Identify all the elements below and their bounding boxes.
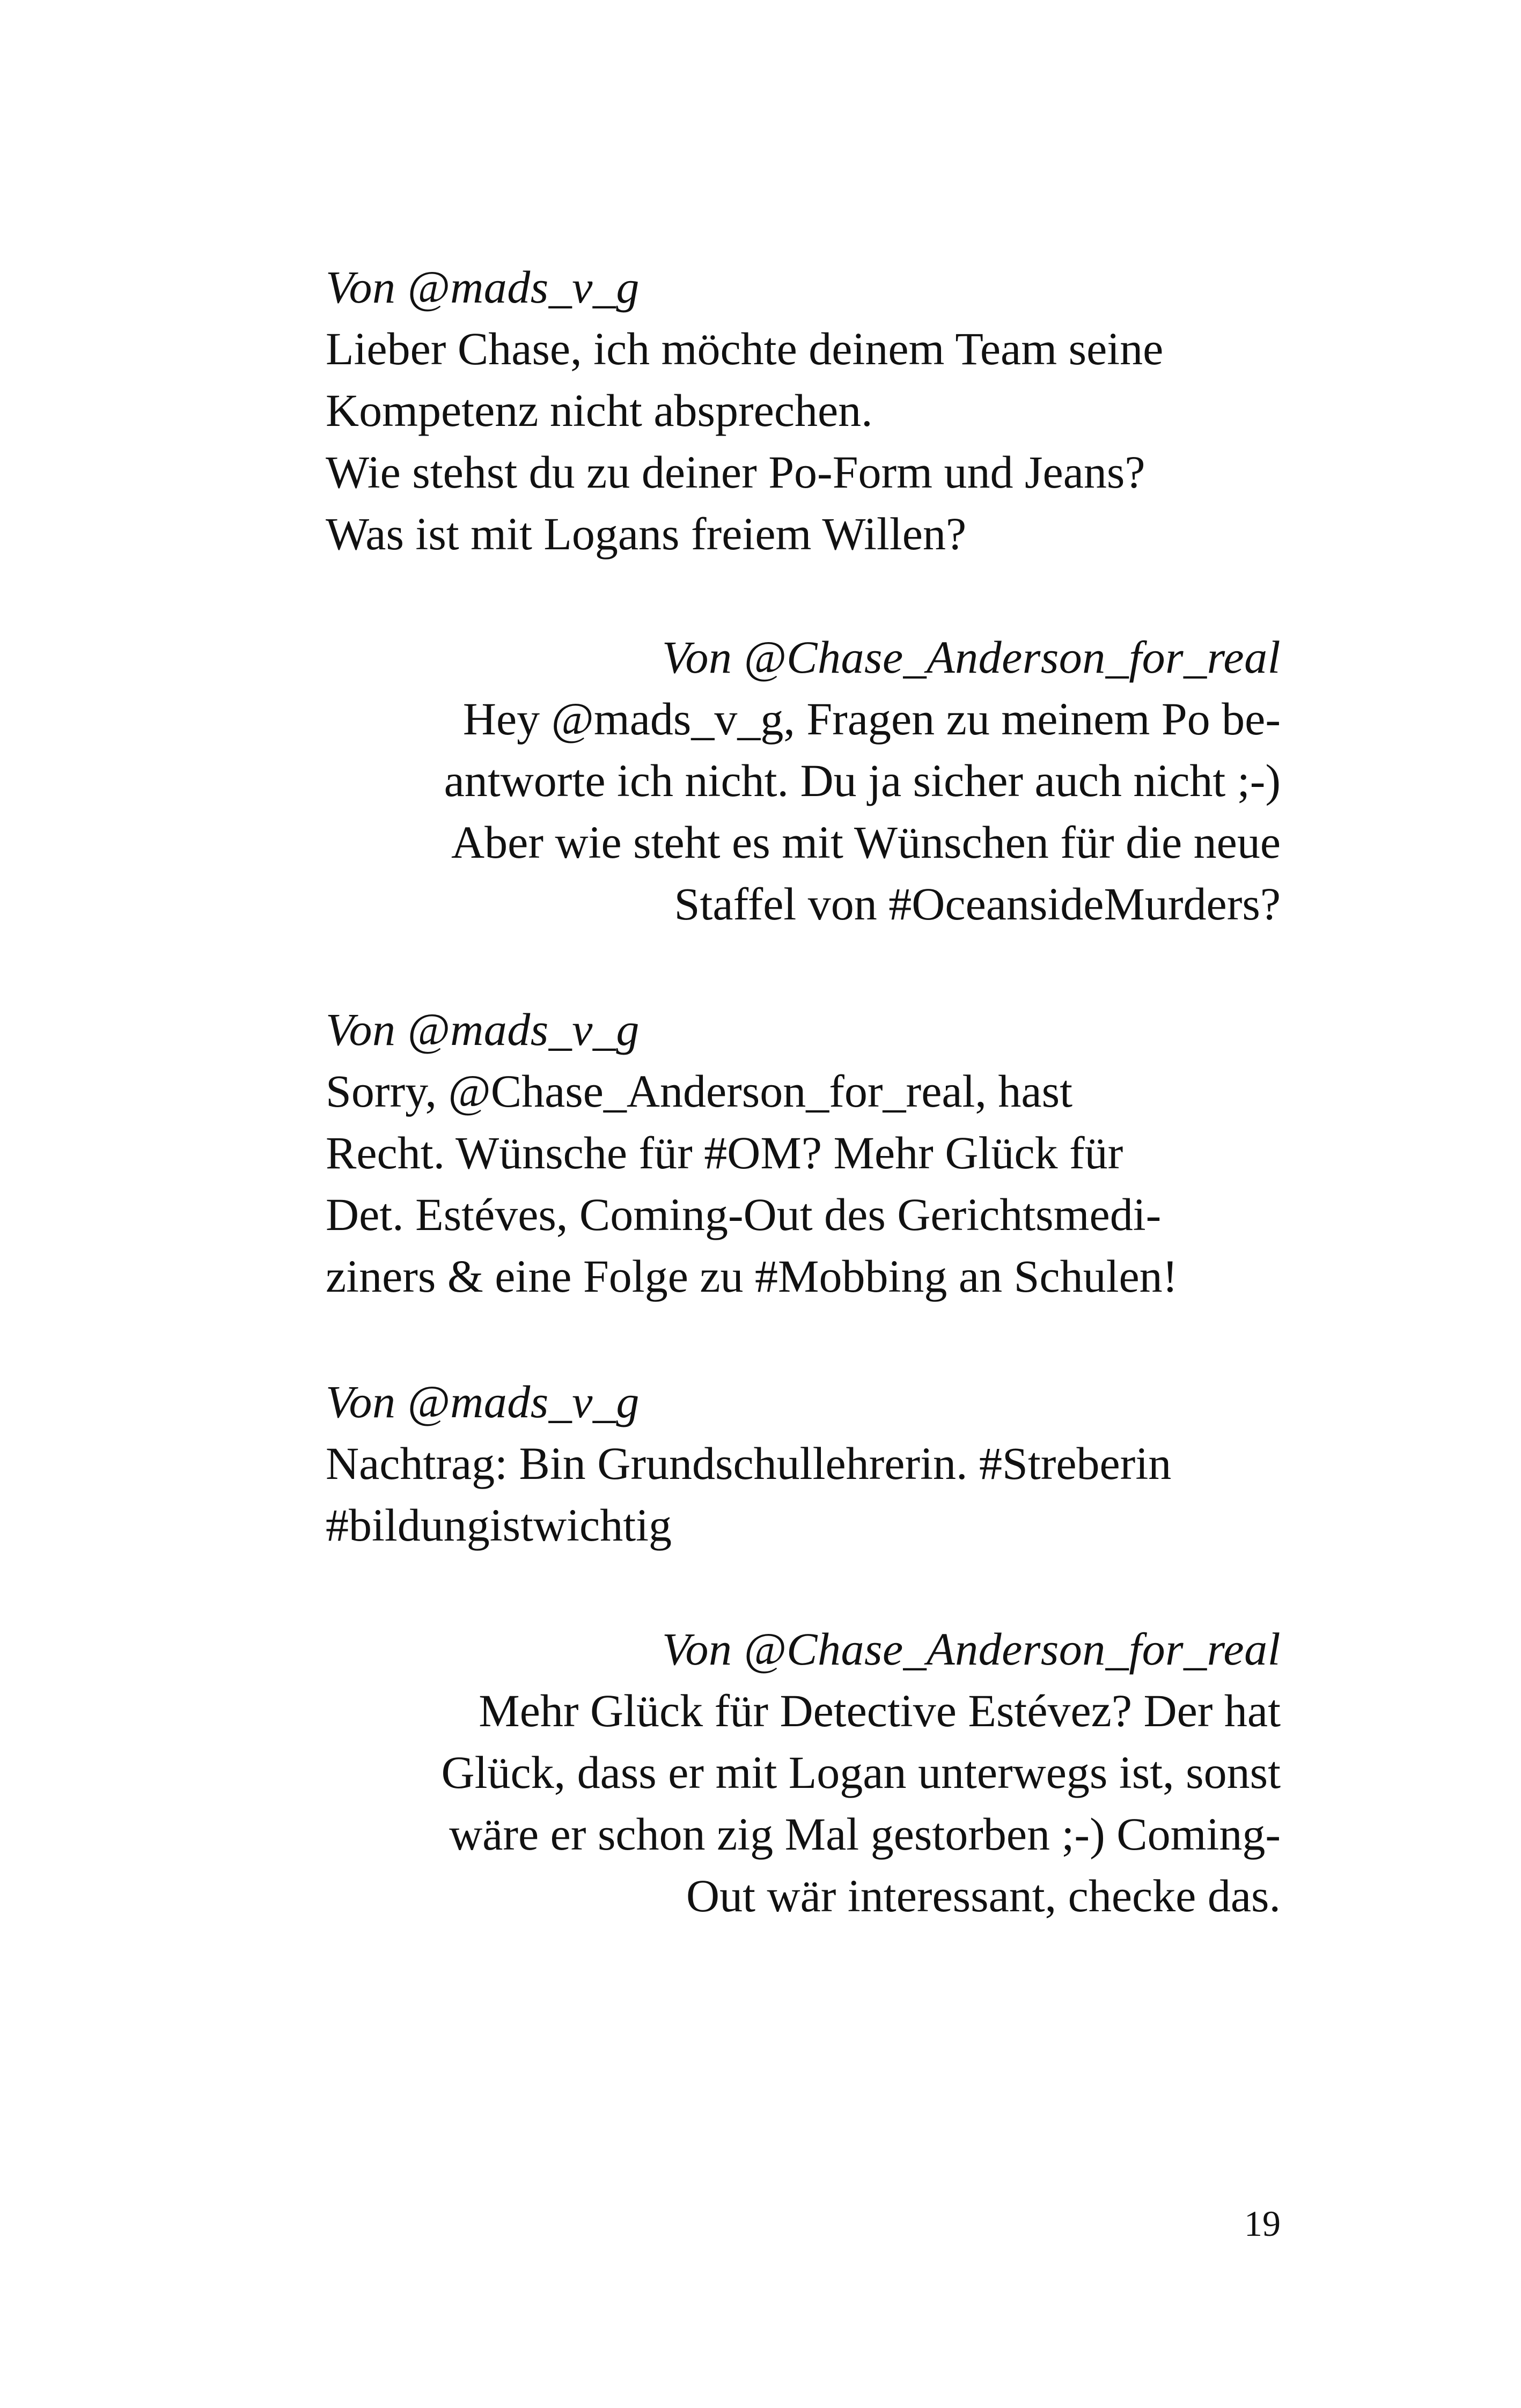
message-line: Out wär interessant, checke das. bbox=[686, 1870, 1281, 1921]
message-4 bbox=[326, 1371, 1281, 1556]
message-line: Kompetenz nicht absprechen. bbox=[326, 385, 873, 436]
message-line: Was ist mit Logans freiem Willen? bbox=[326, 508, 967, 559]
message-line: ziners & eine Folge zu #Mobbing an Schulen! bbox=[326, 1250, 1178, 1302]
page-number: 19 bbox=[1244, 2203, 1281, 2244]
message-line: Staffel von #OceansideMurders? bbox=[674, 878, 1281, 930]
message-author: Von @Chase_Anderson_for_real bbox=[662, 631, 1281, 683]
message-author: Von @mads_v_g bbox=[326, 1004, 640, 1055]
message-line: Glück, dass er mit Logan unterwegs ist, sonst bbox=[441, 1747, 1281, 1798]
message-line: Wie stehst du zu deiner Po-Form und Jeans? bbox=[326, 446, 1145, 498]
message-line: Recht. Wünsche für #OM? Mehr Glück für bbox=[326, 1127, 1123, 1179]
message-line: antworte ich nicht. Du ja sicher auch nicht ;-) bbox=[444, 755, 1281, 806]
message-line: #bildungistwichtig bbox=[326, 1499, 672, 1551]
message-5 bbox=[326, 1618, 1281, 1927]
message-line: Sorry, @Chase_Anderson_for_real, hast bbox=[326, 1065, 1072, 1117]
message-line: Nachtrag: Bin Grundschullehrerin. #Streberin bbox=[326, 1438, 1172, 1489]
message-author: Von @Chase_Anderson_for_real bbox=[662, 1623, 1281, 1675]
message-author: Von @mads_v_g bbox=[326, 261, 640, 313]
message-2 bbox=[326, 627, 1281, 935]
message-line: Det. Estéves, Coming-Out des Gerichtsmedi- bbox=[326, 1189, 1162, 1240]
message-line: Aber wie steht es mit Wünschen für die neue bbox=[451, 816, 1281, 868]
message-author: Von @mads_v_g bbox=[326, 1376, 640, 1427]
message-3 bbox=[326, 999, 1281, 1307]
message-line: Mehr Glück für Detective Estévez? Der hat bbox=[479, 1685, 1281, 1736]
message-line: Lieber Chase, ich möchte deinem Team seine bbox=[326, 323, 1164, 374]
message-line: wäre er schon zig Mal gestorben ;-) Coming- bbox=[449, 1808, 1281, 1860]
message-line: Hey @mads_v_g, Fragen zu meinem Po be- bbox=[462, 693, 1281, 745]
message-1 bbox=[326, 256, 1281, 565]
